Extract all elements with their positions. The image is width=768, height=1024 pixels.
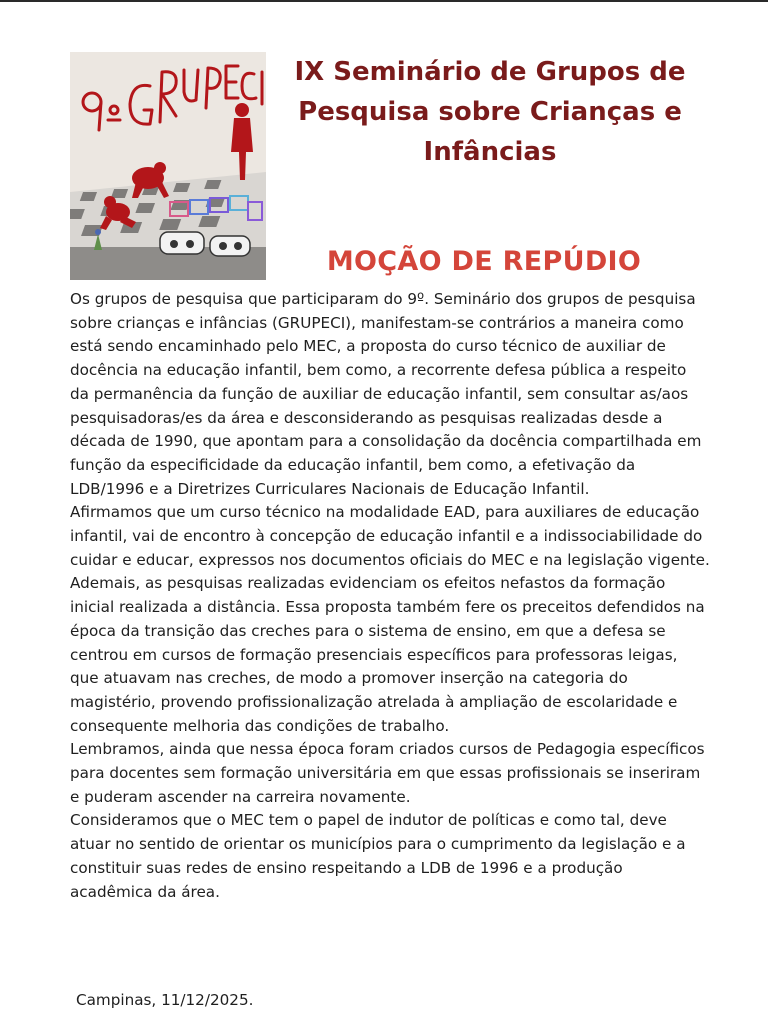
body-paragraph: Afirmamos que um curso técnico na modalidade EAD, para auxiliares de educação infantil, vai de encontro à concepção de educação infantil e a indissociabilidade do cuidar e educar, expressos nos documentos oficiais do MEC e na legislação vigente. [70,503,710,569]
body-paragraph: Os grupos de pesquisa que participaram do 9º. Seminário dos grupos de pesquisa sobre crianças e infâncias (GRUPECI), manifestam-se contrários a maneira como está sendo encaminhado pelo MEC, a proposta do curso técnico de auxiliar de docência na educação infantil, bem como, a recorrente defesa pública a respeito da permanência da função de auxiliar de educação infantil, sem consultar as/aos pesquisadoras/es da área e desconsiderando as pesquisas realizadas desde a década de 1990, que apontam para a consolidação da docência compartilhada em função da especificidade da educação infantil, bem como, a efetivação da LDB/1996 e a Diretrizes Curriculares Nacionais de Educação Infantil. [70,290,702,498]
body-paragraph: Lembramos, ainda que nessa época foram criados cursos de Pedagogia específicos para docentes sem formação universitária em que essas profissionais se inseriram e puderam ascender na carreira novamente. [70,740,705,806]
signature-date: Campinas, 11/12/2025. [76,991,254,1009]
grupeci-logo-artwork [70,52,266,280]
document-body [70,288,710,904]
document-heading: MOÇÃO DE REPÚDIO [326,246,642,277]
body-paragraph: Consideramos que o MEC tem o papel de indutor de políticas e como tal, deve atuar no sentido de orientar os municípios para o cumprimento da legislação e a constituir suas redes de ensino respeitando a LDB de 1996 e a produção acadêmica da área. [70,811,686,901]
body-paragraph: Ademais, as pesquisas realizadas evidenciam os efeitos nefastos da formação inicial realizada a distância. Essa proposta também fere os preceitos defendidos na época da transição das creches para o sistema de ensino, em que a defesa se centrou em cursos de formação presenciais específicos para professoras leigas, que atuavam nas creches, de modo a promover inserção na categoria do magistério, provendo profissionalização atrelada à ampliação de escolaridade e consequente melhoria das condições de trabalho. [70,574,705,735]
grupeci-logo [70,52,266,280]
event-title: IX Seminário de Grupos de Pesquisa sobre Crianças e Infâncias [294,57,686,167]
top-border-line [0,0,768,2]
